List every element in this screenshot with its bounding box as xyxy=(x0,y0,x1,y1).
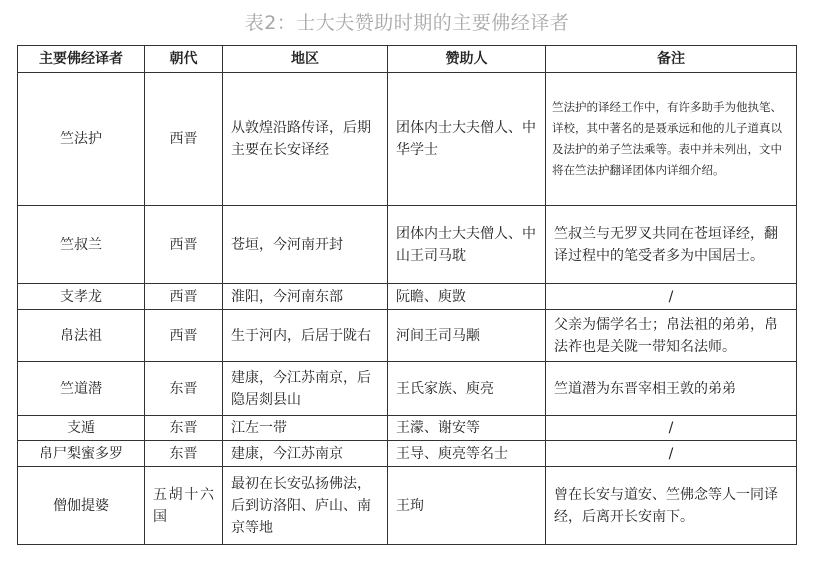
table-row xyxy=(18,284,797,310)
header-patron: 赞助人 xyxy=(388,46,546,73)
header-dynasty: 朝代 xyxy=(145,46,223,73)
notes-cell: / xyxy=(546,416,797,441)
region-cell: 淮阳，今河南东部 xyxy=(223,284,388,310)
patron-cell: 王珣 xyxy=(388,467,546,545)
dynasty-cell: 东晋 xyxy=(145,362,223,416)
notes-cell: / xyxy=(546,284,797,310)
region-cell: 最初在长安弘扬佛法，后到访洛阳、庐山、南京等地 xyxy=(223,467,388,545)
notes-cell: 竺叔兰与无罗叉共同在苍垣译经，翻译过程中的笔受者多为中国居士。 xyxy=(546,206,797,284)
table-row xyxy=(18,310,797,362)
region-cell: 建康，今江苏南京，后隐居剡县山 xyxy=(223,362,388,416)
patron-cell: 王氏家族、庾亮 xyxy=(388,362,546,416)
notes-cell: 竺道潜为东晋宰相王敦的弟弟 xyxy=(546,362,797,416)
notes-cell: 曾在长安与道安、竺佛念等人一同译经，后离开长安南下。 xyxy=(546,467,797,545)
translators-table xyxy=(17,45,797,545)
translator-cell: 竺叔兰 xyxy=(18,206,145,284)
dynasty-cell: 西晋 xyxy=(145,284,223,310)
region-cell: 从敦煌沿路传译，后期主要在长安译经 xyxy=(223,73,388,206)
table-header-row xyxy=(18,46,797,73)
region-cell: 江左一带 xyxy=(223,416,388,441)
translator-cell: 支孝龙 xyxy=(18,284,145,310)
dynasty-cell: 西晋 xyxy=(145,310,223,362)
dynasty-cell: 西晋 xyxy=(145,73,223,206)
patron-cell: 王导、庾亮等名士 xyxy=(388,441,546,467)
table-row xyxy=(18,206,797,284)
dynasty-cell: 东晋 xyxy=(145,441,223,467)
dynasty-cell: 五胡十六国 xyxy=(145,467,223,545)
notes-cell: 竺法护的译经工作中，有许多助手为他执笔、详校，其中著名的是聂承远和他的儿子道真以及法护的弟子竺法乘等。表中并未列出，文中将在竺法护翻译团体内详细介绍。 xyxy=(546,73,797,206)
patron-cell: 王濛、谢安等 xyxy=(388,416,546,441)
notes-cell: / xyxy=(546,441,797,467)
translator-cell: 支遁 xyxy=(18,416,145,441)
patron-cell: 河间王司马颙 xyxy=(388,310,546,362)
patron-cell: 团体内士大夫僧人、中华学士 xyxy=(388,73,546,206)
table-row xyxy=(18,416,797,441)
dynasty-cell: 西晋 xyxy=(145,206,223,284)
translator-cell: 帛尸梨蜜多罗 xyxy=(18,441,145,467)
translator-cell: 僧伽提婆 xyxy=(18,467,145,545)
header-translator: 主要佛经译者 xyxy=(18,46,145,73)
region-cell: 生于河内，后居于陇右 xyxy=(223,310,388,362)
header-notes: 备注 xyxy=(546,46,797,73)
table-row xyxy=(18,441,797,467)
patron-cell: 阮瞻、庾敳 xyxy=(388,284,546,310)
region-cell: 建康，今江苏南京 xyxy=(223,441,388,467)
table-row xyxy=(18,73,797,206)
patron-cell: 团体内士大夫僧人、中山王司马耽 xyxy=(388,206,546,284)
translator-cell: 竺道潜 xyxy=(18,362,145,416)
header-region: 地区 xyxy=(223,46,388,73)
table-row xyxy=(18,362,797,416)
table-row xyxy=(18,467,797,545)
translator-cell: 竺法护 xyxy=(18,73,145,206)
notes-cell: 父亲为儒学名士；帛法祖的弟弟，帛法祚也是关陇一带知名法师。 xyxy=(546,310,797,362)
translator-cell: 帛法祖 xyxy=(18,310,145,362)
dynasty-cell: 东晋 xyxy=(145,416,223,441)
region-cell: 苍垣，今河南开封 xyxy=(223,206,388,284)
table-title: 表2：士大夫赞助时期的主要佛经译者 xyxy=(244,12,570,34)
